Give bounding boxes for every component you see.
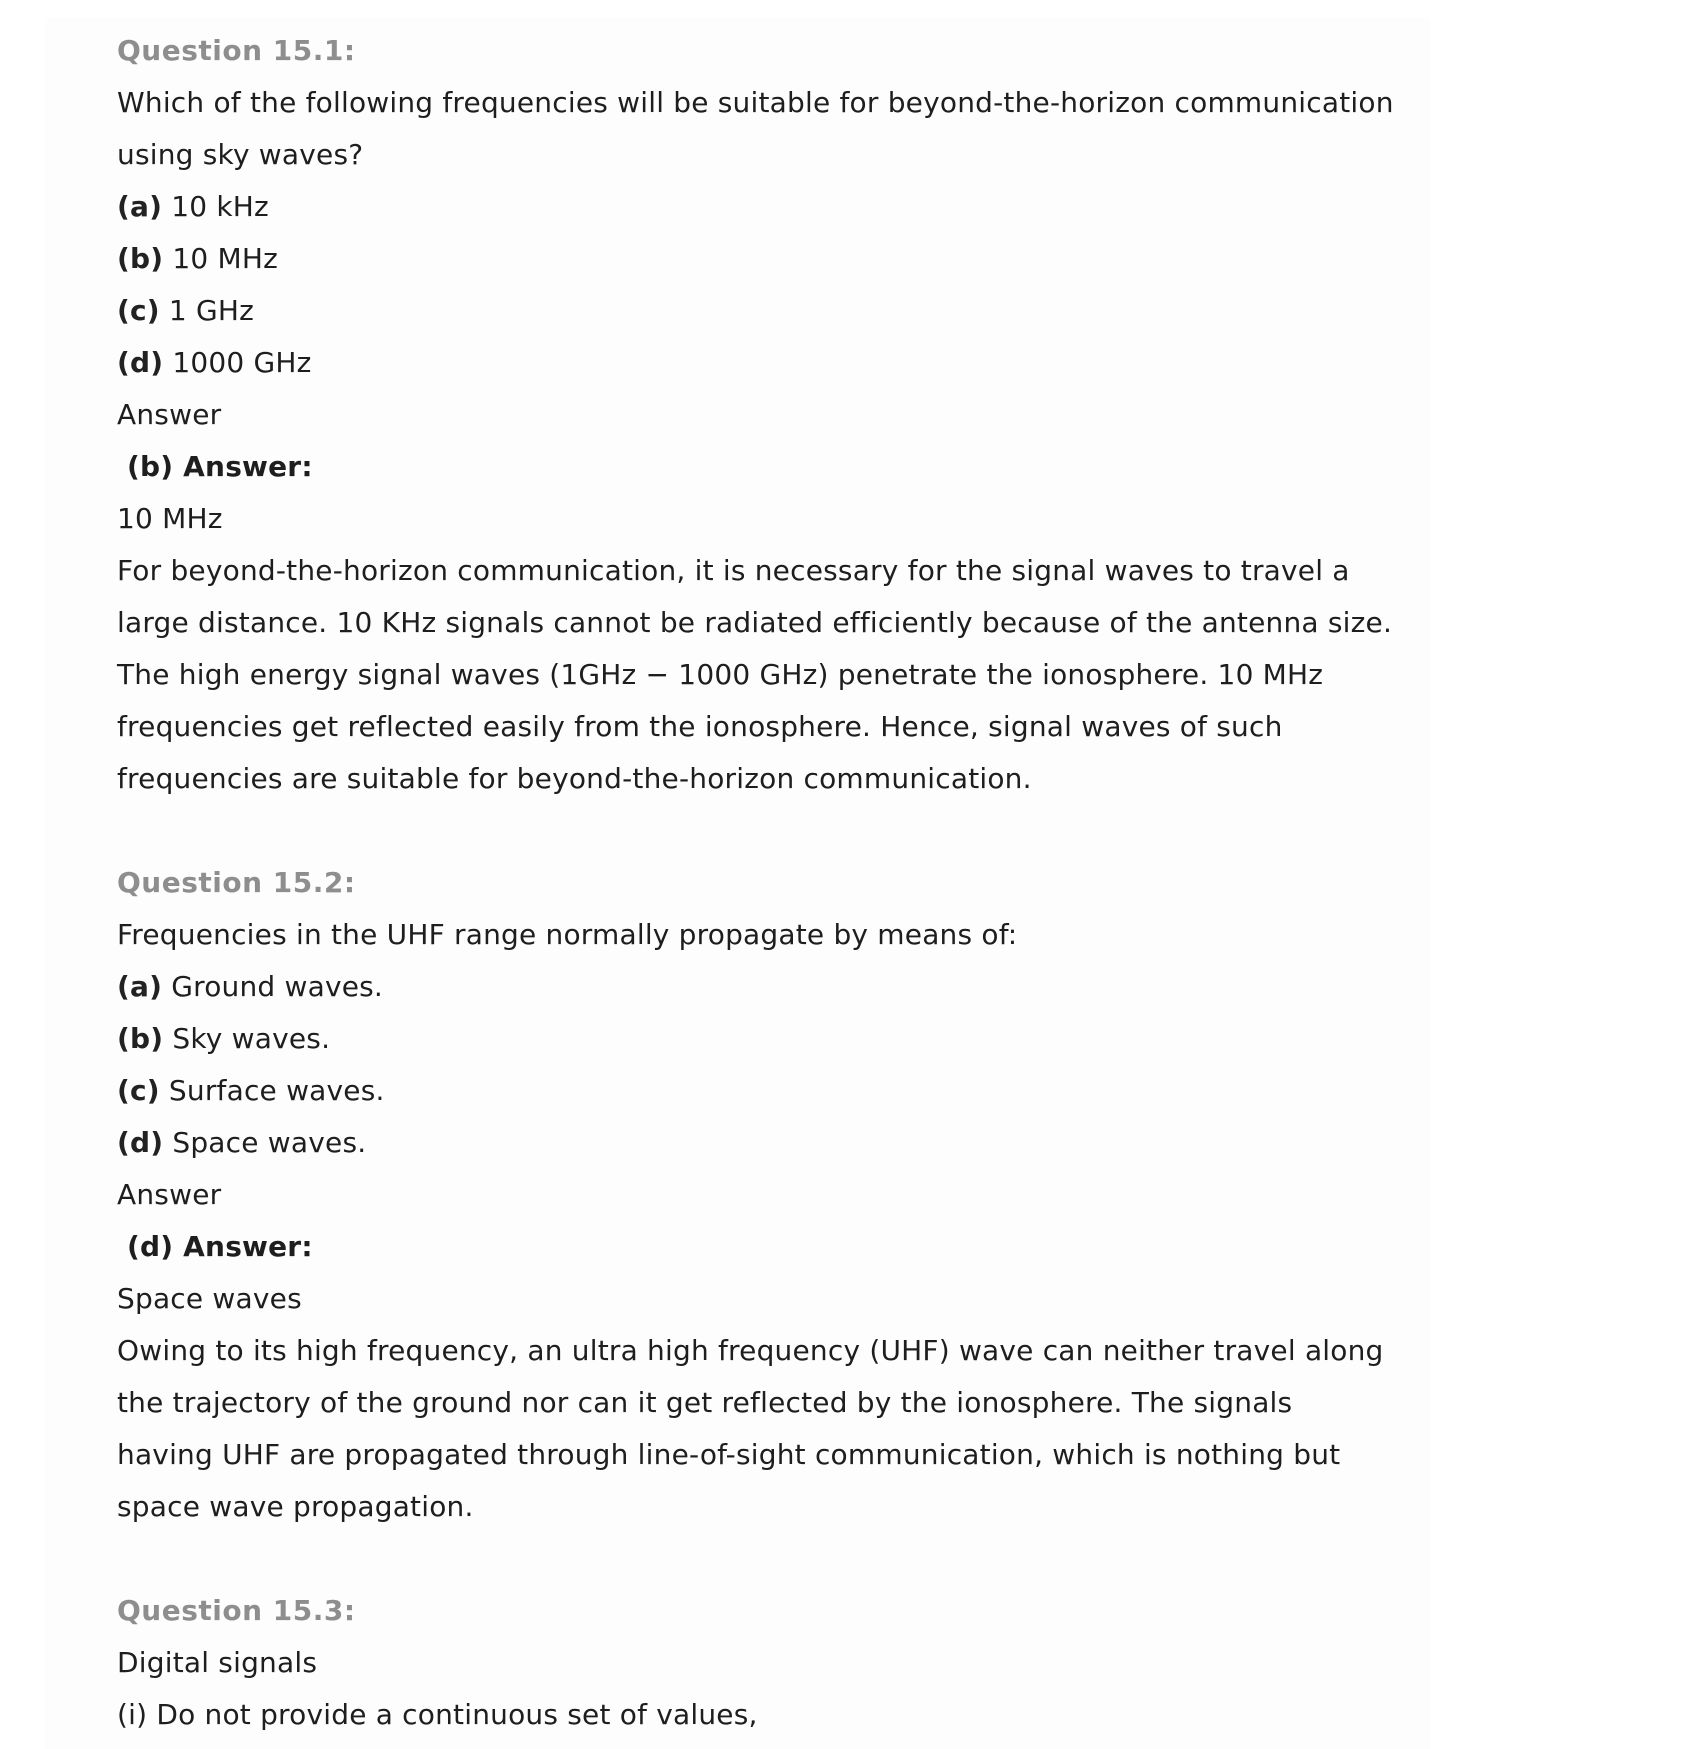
question-title: Question 15.3: <box>117 1594 356 1627</box>
option-c <box>117 285 254 337</box>
option-b <box>117 1013 330 1065</box>
document-page <box>45 18 1430 1749</box>
option-a <box>117 181 269 233</box>
option-d <box>117 337 312 389</box>
option-text: 1 GHz <box>168 294 255 327</box>
explanation-line: large distance. 10 KHz signals cannot be radiated efficiently because of the antenna size. <box>117 606 1393 639</box>
option-marker: (d) <box>117 346 164 379</box>
option-a <box>117 961 383 1013</box>
question-prompt-line: Frequencies in the UHF range normally propagate by means of: <box>117 918 1018 951</box>
question-title: Question 15.2: <box>117 866 356 899</box>
option-d <box>117 1117 366 1169</box>
option-text: Space waves. <box>172 1126 367 1159</box>
answer-heading: (d) Answer: <box>127 1230 313 1263</box>
option-text: 10 kHz <box>171 190 269 223</box>
option-marker: (d) <box>117 1126 164 1159</box>
explanation-line: For beyond-the-horizon communication, it is necessary for the signal waves to travel a <box>117 554 1350 587</box>
option-marker: (b) <box>117 1022 164 1055</box>
option-text: Surface waves. <box>168 1074 385 1107</box>
explanation-line: frequencies are suitable for beyond-the-horizon communication. <box>117 762 1032 795</box>
explanation-line: Owing to its high frequency, an ultra high frequency (UHF) wave can neither travel along <box>117 1334 1384 1367</box>
option-marker: (a) <box>117 190 163 223</box>
answer-value: Space waves <box>117 1282 302 1315</box>
option-b <box>117 233 278 285</box>
answer-value: 10 MHz <box>117 502 223 535</box>
question-prompt-line: (i) Do not provide a continuous set of values, <box>117 1698 758 1731</box>
option-marker: (a) <box>117 970 163 1003</box>
explanation-line: frequencies get reflected easily from the ionosphere. Hence, signal waves of such <box>117 710 1283 743</box>
question-prompt-line: using sky waves? <box>117 138 364 171</box>
question-title: Question 15.1: <box>117 34 356 67</box>
option-text: 10 MHz <box>172 242 278 275</box>
answer-label: Answer <box>117 1178 222 1211</box>
answer-heading: (b) Answer: <box>127 450 313 483</box>
option-marker: (c) <box>117 1074 160 1107</box>
question-prompt-line: Which of the following frequencies will be suitable for beyond-the-horizon communication <box>117 86 1394 119</box>
question-prompt-line: Digital signals <box>117 1646 318 1679</box>
option-text: Sky waves. <box>172 1022 331 1055</box>
option-c <box>117 1065 385 1117</box>
explanation-line: the trajectory of the ground nor can it get reflected by the ionosphere. The signals <box>117 1386 1293 1419</box>
explanation-line: having UHF are propagated through line-of-sight communication, which is nothing but <box>117 1438 1341 1471</box>
explanation-line: The high energy signal waves (1GHz − 1000 GHz) penetrate the ionosphere. 10 MHz <box>117 658 1324 691</box>
answer-label: Answer <box>117 398 222 431</box>
option-text: Ground waves. <box>171 970 384 1003</box>
option-text: 1000 GHz <box>172 346 312 379</box>
explanation-line: space wave propagation. <box>117 1490 474 1523</box>
option-marker: (c) <box>117 294 160 327</box>
option-marker: (b) <box>117 242 164 275</box>
